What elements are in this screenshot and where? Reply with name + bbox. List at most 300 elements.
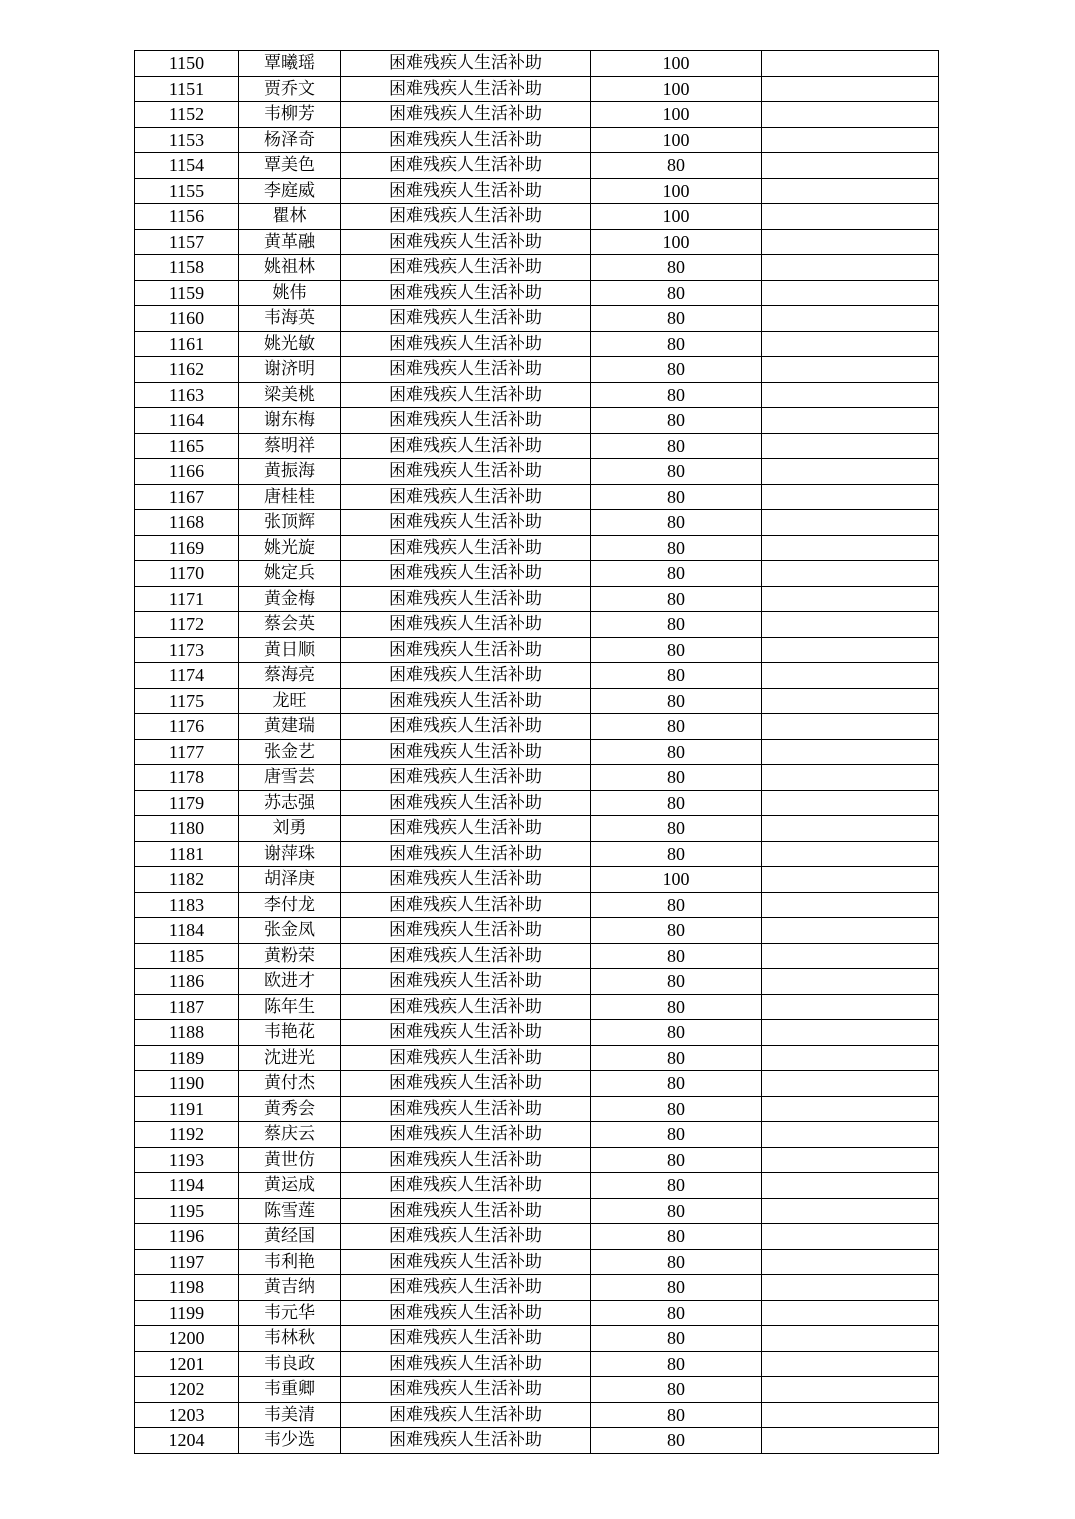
table-row <box>135 1326 939 1352</box>
amount-cell: 80 <box>591 280 762 306</box>
amount-cell: 100 <box>591 204 762 230</box>
serial-number-cell: 1174 <box>135 663 239 689</box>
subsidy-item-cell: 困难残疾人生活补助 <box>341 1122 591 1148</box>
remarks-cell <box>762 1428 939 1454</box>
subsidy-item-cell: 困难残疾人生活补助 <box>341 1326 591 1352</box>
subsidy-item-cell: 困难残疾人生活补助 <box>341 586 591 612</box>
serial-number-cell: 1156 <box>135 204 239 230</box>
amount-cell: 80 <box>591 663 762 689</box>
remarks-cell <box>762 229 939 255</box>
serial-number-cell: 1183 <box>135 892 239 918</box>
amount-cell: 80 <box>591 765 762 791</box>
remarks-cell <box>762 739 939 765</box>
amount-cell: 80 <box>591 816 762 842</box>
name-cell: 黄日顺 <box>239 637 341 663</box>
subsidy-item-cell: 困难残疾人生活补助 <box>341 280 591 306</box>
name-cell: 唐雪芸 <box>239 765 341 791</box>
table-row <box>135 102 939 128</box>
name-cell: 胡泽庚 <box>239 867 341 893</box>
serial-number-cell: 1166 <box>135 459 239 485</box>
amount-cell: 80 <box>591 714 762 740</box>
serial-number-cell: 1157 <box>135 229 239 255</box>
name-cell: 姚光旋 <box>239 535 341 561</box>
amount-cell: 80 <box>591 1198 762 1224</box>
name-cell: 杨泽奇 <box>239 127 341 153</box>
name-cell: 李庭威 <box>239 178 341 204</box>
name-cell: 张金凤 <box>239 918 341 944</box>
name-cell: 沈进光 <box>239 1045 341 1071</box>
remarks-cell <box>762 1275 939 1301</box>
serial-number-cell: 1165 <box>135 433 239 459</box>
serial-number-cell: 1189 <box>135 1045 239 1071</box>
remarks-cell <box>762 1249 939 1275</box>
serial-number-cell: 1192 <box>135 1122 239 1148</box>
table-row <box>135 943 939 969</box>
remarks-cell <box>762 612 939 638</box>
name-cell: 黄运成 <box>239 1173 341 1199</box>
name-cell: 蔡会英 <box>239 612 341 638</box>
serial-number-cell: 1201 <box>135 1351 239 1377</box>
subsidy-item-cell: 困难残疾人生活补助 <box>341 994 591 1020</box>
subsidy-item-cell: 困难残疾人生活补助 <box>341 867 591 893</box>
remarks-cell <box>762 280 939 306</box>
subsidy-item-cell: 困难残疾人生活补助 <box>341 1020 591 1046</box>
table-row <box>135 153 939 179</box>
name-cell: 蔡海亮 <box>239 663 341 689</box>
amount-cell: 100 <box>591 229 762 255</box>
serial-number-cell: 1204 <box>135 1428 239 1454</box>
name-cell: 姚伟 <box>239 280 341 306</box>
remarks-cell <box>762 1402 939 1428</box>
remarks-cell <box>762 408 939 434</box>
subsidy-item-cell: 困难残疾人生活补助 <box>341 408 591 434</box>
remarks-cell <box>762 306 939 332</box>
amount-cell: 100 <box>591 51 762 77</box>
name-cell: 覃美色 <box>239 153 341 179</box>
remarks-cell <box>762 637 939 663</box>
remarks-cell <box>762 331 939 357</box>
serial-number-cell: 1196 <box>135 1224 239 1250</box>
name-cell: 谢东梅 <box>239 408 341 434</box>
subsidy-item-cell: 困难残疾人生活补助 <box>341 127 591 153</box>
amount-cell: 80 <box>591 1096 762 1122</box>
amount-cell: 80 <box>591 1045 762 1071</box>
name-cell: 张顶辉 <box>239 510 341 536</box>
serial-number-cell: 1199 <box>135 1300 239 1326</box>
remarks-cell <box>762 382 939 408</box>
serial-number-cell: 1190 <box>135 1071 239 1097</box>
name-cell: 黄秀会 <box>239 1096 341 1122</box>
subsidy-item-cell: 困难残疾人生活补助 <box>341 535 591 561</box>
subsidy-item-cell: 困难残疾人生活补助 <box>341 637 591 663</box>
amount-cell: 80 <box>591 408 762 434</box>
subsidy-item-cell: 困难残疾人生活补助 <box>341 204 591 230</box>
name-cell: 刘勇 <box>239 816 341 842</box>
remarks-cell <box>762 994 939 1020</box>
serial-number-cell: 1150 <box>135 51 239 77</box>
name-cell: 黄经国 <box>239 1224 341 1250</box>
subsidy-item-cell: 困难残疾人生活补助 <box>341 841 591 867</box>
remarks-cell <box>762 127 939 153</box>
name-cell: 欧进才 <box>239 969 341 995</box>
table-row <box>135 51 939 77</box>
name-cell: 姚定兵 <box>239 561 341 587</box>
table-row <box>135 1224 939 1250</box>
name-cell: 黄振海 <box>239 459 341 485</box>
table-row <box>135 841 939 867</box>
remarks-cell <box>762 357 939 383</box>
table-row <box>135 331 939 357</box>
table-row <box>135 76 939 102</box>
subsidy-item-cell: 困难残疾人生活补助 <box>341 331 591 357</box>
table-row <box>135 892 939 918</box>
remarks-cell <box>762 1300 939 1326</box>
serial-number-cell: 1171 <box>135 586 239 612</box>
serial-number-cell: 1184 <box>135 918 239 944</box>
remarks-cell <box>762 204 939 230</box>
serial-number-cell: 1169 <box>135 535 239 561</box>
amount-cell: 80 <box>591 739 762 765</box>
subsidy-item-cell: 困难残疾人生活补助 <box>341 969 591 995</box>
remarks-cell <box>762 1122 939 1148</box>
table-row <box>135 714 939 740</box>
name-cell: 黄吉纳 <box>239 1275 341 1301</box>
subsidy-item-cell: 困难残疾人生活补助 <box>341 892 591 918</box>
serial-number-cell: 1180 <box>135 816 239 842</box>
serial-number-cell: 1202 <box>135 1377 239 1403</box>
remarks-cell <box>762 153 939 179</box>
subsidy-item-cell: 困难残疾人生活补助 <box>341 1096 591 1122</box>
name-cell: 韦柳芳 <box>239 102 341 128</box>
amount-cell: 80 <box>591 306 762 332</box>
serial-number-cell: 1154 <box>135 153 239 179</box>
table-row <box>135 969 939 995</box>
serial-number-cell: 1160 <box>135 306 239 332</box>
subsidy-item-cell: 困难残疾人生活补助 <box>341 1300 591 1326</box>
name-cell: 唐桂桂 <box>239 484 341 510</box>
name-cell: 韦利艳 <box>239 1249 341 1275</box>
amount-cell: 80 <box>591 459 762 485</box>
table-row <box>135 1173 939 1199</box>
name-cell: 黄建瑞 <box>239 714 341 740</box>
amount-cell: 80 <box>591 1071 762 1097</box>
table-row <box>135 280 939 306</box>
subsidy-item-cell: 困难残疾人生活补助 <box>341 1045 591 1071</box>
remarks-cell <box>762 663 939 689</box>
name-cell: 谢萍珠 <box>239 841 341 867</box>
amount-cell: 80 <box>591 969 762 995</box>
table-row <box>135 1096 939 1122</box>
remarks-cell <box>762 510 939 536</box>
name-cell: 韦美清 <box>239 1402 341 1428</box>
serial-number-cell: 1168 <box>135 510 239 536</box>
amount-cell: 80 <box>591 1122 762 1148</box>
table-row <box>135 484 939 510</box>
subsidy-item-cell: 困难残疾人生活补助 <box>341 357 591 383</box>
remarks-cell <box>762 1198 939 1224</box>
table-row <box>135 918 939 944</box>
subsidy-item-cell: 困难残疾人生活补助 <box>341 918 591 944</box>
name-cell: 韦重卿 <box>239 1377 341 1403</box>
subsidy-item-cell: 困难残疾人生活补助 <box>341 1147 591 1173</box>
amount-cell: 80 <box>591 918 762 944</box>
name-cell: 张金艺 <box>239 739 341 765</box>
remarks-cell <box>762 867 939 893</box>
serial-number-cell: 1193 <box>135 1147 239 1173</box>
remarks-cell <box>762 816 939 842</box>
table-row <box>135 1402 939 1428</box>
amount-cell: 80 <box>591 433 762 459</box>
subsidy-item-cell: 困难残疾人生活补助 <box>341 1071 591 1097</box>
name-cell: 黄革融 <box>239 229 341 255</box>
name-cell: 姚祖林 <box>239 255 341 281</box>
name-cell: 黄粉荣 <box>239 943 341 969</box>
amount-cell: 80 <box>591 357 762 383</box>
serial-number-cell: 1195 <box>135 1198 239 1224</box>
name-cell: 梁美桃 <box>239 382 341 408</box>
subsidy-item-cell: 困难残疾人生活补助 <box>341 153 591 179</box>
table-row <box>135 1275 939 1301</box>
subsidy-item-cell: 困难残疾人生活补助 <box>341 688 591 714</box>
serial-number-cell: 1181 <box>135 841 239 867</box>
serial-number-cell: 1178 <box>135 765 239 791</box>
subsidy-item-cell: 困难残疾人生活补助 <box>341 255 591 281</box>
name-cell: 覃曦瑶 <box>239 51 341 77</box>
subsidy-item-cell: 困难残疾人生活补助 <box>341 790 591 816</box>
remarks-cell <box>762 459 939 485</box>
table-row <box>135 204 939 230</box>
remarks-cell <box>762 1096 939 1122</box>
table-row <box>135 816 939 842</box>
amount-cell: 80 <box>591 1377 762 1403</box>
table-row <box>135 1249 939 1275</box>
serial-number-cell: 1177 <box>135 739 239 765</box>
name-cell: 韦艳花 <box>239 1020 341 1046</box>
subsidy-item-cell: 困难残疾人生活补助 <box>341 714 591 740</box>
remarks-cell <box>762 102 939 128</box>
serial-number-cell: 1191 <box>135 1096 239 1122</box>
amount-cell: 80 <box>591 535 762 561</box>
remarks-cell <box>762 1377 939 1403</box>
serial-number-cell: 1155 <box>135 178 239 204</box>
table-row <box>135 1147 939 1173</box>
subsidy-item-cell: 困难残疾人生活补助 <box>341 1428 591 1454</box>
serial-number-cell: 1164 <box>135 408 239 434</box>
serial-number-cell: 1176 <box>135 714 239 740</box>
table-row <box>135 255 939 281</box>
amount-cell: 80 <box>591 561 762 587</box>
amount-cell: 80 <box>591 1020 762 1046</box>
name-cell: 韦良政 <box>239 1351 341 1377</box>
amount-cell: 100 <box>591 127 762 153</box>
table-row <box>135 994 939 1020</box>
table-row <box>135 1198 939 1224</box>
table-row <box>135 459 939 485</box>
table-row <box>135 739 939 765</box>
remarks-cell <box>762 1326 939 1352</box>
name-cell: 黄付杰 <box>239 1071 341 1097</box>
remarks-cell <box>762 1020 939 1046</box>
name-cell: 李付龙 <box>239 892 341 918</box>
serial-number-cell: 1159 <box>135 280 239 306</box>
amount-cell: 80 <box>591 586 762 612</box>
amount-cell: 80 <box>591 510 762 536</box>
table-row <box>135 178 939 204</box>
serial-number-cell: 1161 <box>135 331 239 357</box>
subsidy-item-cell: 困难残疾人生活补助 <box>341 306 591 332</box>
serial-number-cell: 1200 <box>135 1326 239 1352</box>
amount-cell: 100 <box>591 102 762 128</box>
remarks-cell <box>762 688 939 714</box>
remarks-cell <box>762 714 939 740</box>
table-row <box>135 433 939 459</box>
serial-number-cell: 1198 <box>135 1275 239 1301</box>
subsidy-item-cell: 困难残疾人生活补助 <box>341 178 591 204</box>
remarks-cell <box>762 765 939 791</box>
table-row <box>135 229 939 255</box>
amount-cell: 80 <box>591 1402 762 1428</box>
amount-cell: 80 <box>591 841 762 867</box>
table-row <box>135 612 939 638</box>
subsidy-table-body <box>135 51 939 1454</box>
amount-cell: 80 <box>591 255 762 281</box>
remarks-cell <box>762 484 939 510</box>
remarks-cell <box>762 790 939 816</box>
amount-cell: 80 <box>591 994 762 1020</box>
amount-cell: 80 <box>591 153 762 179</box>
serial-number-cell: 1175 <box>135 688 239 714</box>
name-cell: 蔡明祥 <box>239 433 341 459</box>
name-cell: 陈雪莲 <box>239 1198 341 1224</box>
remarks-cell <box>762 918 939 944</box>
amount-cell: 80 <box>591 1300 762 1326</box>
table-row <box>135 1428 939 1454</box>
amount-cell: 80 <box>591 943 762 969</box>
name-cell: 韦海英 <box>239 306 341 332</box>
table-row <box>135 1045 939 1071</box>
remarks-cell <box>762 1147 939 1173</box>
name-cell: 谢济明 <box>239 357 341 383</box>
subsidy-item-cell: 困难残疾人生活补助 <box>341 102 591 128</box>
name-cell: 瞿林 <box>239 204 341 230</box>
table-row <box>135 586 939 612</box>
table-row <box>135 1351 939 1377</box>
remarks-cell <box>762 943 939 969</box>
serial-number-cell: 1173 <box>135 637 239 663</box>
table-row <box>135 688 939 714</box>
serial-number-cell: 1203 <box>135 1402 239 1428</box>
remarks-cell <box>762 1351 939 1377</box>
subsidy-item-cell: 困难残疾人生活补助 <box>341 1275 591 1301</box>
amount-cell: 100 <box>591 76 762 102</box>
remarks-cell <box>762 51 939 77</box>
amount-cell: 100 <box>591 178 762 204</box>
table-row <box>135 1071 939 1097</box>
amount-cell: 80 <box>591 1173 762 1199</box>
subsidy-item-cell: 困难残疾人生活补助 <box>341 459 591 485</box>
table-row <box>135 408 939 434</box>
amount-cell: 80 <box>591 1428 762 1454</box>
table-row <box>135 663 939 689</box>
amount-cell: 80 <box>591 637 762 663</box>
subsidy-item-cell: 困难残疾人生活补助 <box>341 433 591 459</box>
serial-number-cell: 1182 <box>135 867 239 893</box>
amount-cell: 80 <box>591 1249 762 1275</box>
subsidy-item-cell: 困难残疾人生活补助 <box>341 739 591 765</box>
amount-cell: 80 <box>591 1351 762 1377</box>
name-cell: 姚光敏 <box>239 331 341 357</box>
table-row <box>135 306 939 332</box>
serial-number-cell: 1172 <box>135 612 239 638</box>
subsidy-item-cell: 困难残疾人生活补助 <box>341 76 591 102</box>
table-row <box>135 1122 939 1148</box>
table-row <box>135 127 939 153</box>
remarks-cell <box>762 892 939 918</box>
table-row <box>135 765 939 791</box>
remarks-cell <box>762 1071 939 1097</box>
subsidy-item-cell: 困难残疾人生活补助 <box>341 51 591 77</box>
name-cell: 陈年生 <box>239 994 341 1020</box>
amount-cell: 80 <box>591 331 762 357</box>
serial-number-cell: 1163 <box>135 382 239 408</box>
subsidy-item-cell: 困难残疾人生活补助 <box>341 1402 591 1428</box>
serial-number-cell: 1153 <box>135 127 239 153</box>
remarks-cell <box>762 178 939 204</box>
table-row <box>135 867 939 893</box>
name-cell: 韦林秋 <box>239 1326 341 1352</box>
subsidy-item-cell: 困难残疾人生活补助 <box>341 816 591 842</box>
subsidy-item-cell: 困难残疾人生活补助 <box>341 1173 591 1199</box>
subsidy-item-cell: 困难残疾人生活补助 <box>341 229 591 255</box>
remarks-cell <box>762 586 939 612</box>
subsidy-item-cell: 困难残疾人生活补助 <box>341 1224 591 1250</box>
remarks-cell <box>762 76 939 102</box>
subsidy-table <box>134 50 939 1454</box>
table-row <box>135 637 939 663</box>
table-row <box>135 510 939 536</box>
serial-number-cell: 1187 <box>135 994 239 1020</box>
remarks-cell <box>762 1224 939 1250</box>
name-cell: 黄金梅 <box>239 586 341 612</box>
subsidy-item-cell: 困难残疾人生活补助 <box>341 510 591 536</box>
table-row <box>135 1020 939 1046</box>
table-row <box>135 1300 939 1326</box>
amount-cell: 80 <box>591 892 762 918</box>
amount-cell: 80 <box>591 484 762 510</box>
serial-number-cell: 1167 <box>135 484 239 510</box>
name-cell: 贾乔文 <box>239 76 341 102</box>
name-cell: 龙旺 <box>239 688 341 714</box>
serial-number-cell: 1158 <box>135 255 239 281</box>
table-row <box>135 535 939 561</box>
remarks-cell <box>762 1173 939 1199</box>
amount-cell: 80 <box>591 1326 762 1352</box>
table-row <box>135 561 939 587</box>
amount-cell: 80 <box>591 612 762 638</box>
serial-number-cell: 1152 <box>135 102 239 128</box>
name-cell: 黄世仿 <box>239 1147 341 1173</box>
serial-number-cell: 1185 <box>135 943 239 969</box>
serial-number-cell: 1186 <box>135 969 239 995</box>
serial-number-cell: 1188 <box>135 1020 239 1046</box>
amount-cell: 80 <box>591 1275 762 1301</box>
serial-number-cell: 1162 <box>135 357 239 383</box>
table-row <box>135 357 939 383</box>
name-cell: 韦少选 <box>239 1428 341 1454</box>
table-row <box>135 1377 939 1403</box>
subsidy-item-cell: 困难残疾人生活补助 <box>341 943 591 969</box>
subsidy-item-cell: 困难残疾人生活补助 <box>341 1351 591 1377</box>
